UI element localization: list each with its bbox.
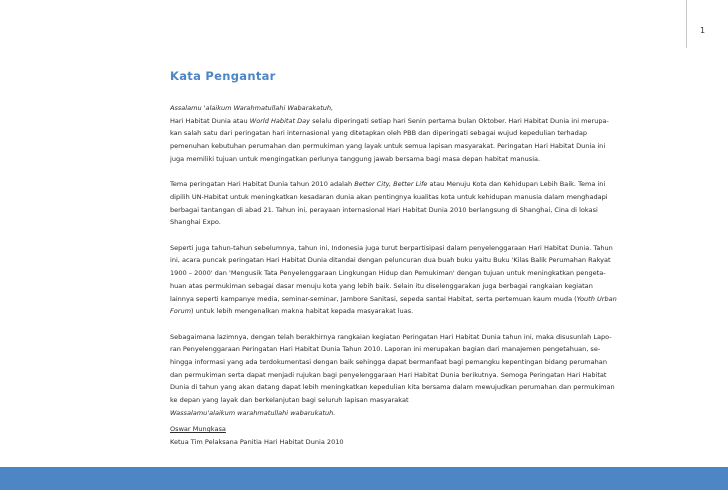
text-line bbox=[170, 127, 692, 140]
text-line bbox=[170, 369, 692, 382]
page-number: 1 bbox=[700, 26, 706, 35]
text-span: ) untuk lebih mengenalkan makna habitat kepada masyarakat luas. bbox=[191, 307, 414, 316]
text-span: Seperti juga tahun-tahun sebelumnya, tahun ini, Indonesia juga turut berpartisipasi dalam penyelenggaraan Hari Habitat Dunia. Tahun bbox=[170, 243, 613, 252]
signature-block bbox=[170, 423, 344, 448]
text-line bbox=[170, 216, 692, 229]
text-line bbox=[170, 305, 692, 318]
text-span: 1900 – 2000' dan 'Mengusik Tata Penyelenggaraan Lingkungan Hidup dan Pemukiman' dengan tujuan untuk meningkatkan pengeta- bbox=[170, 269, 606, 278]
text-span: pemenuhan kebutuhan perumahan dan permukiman yang layak untuk semua lapisan masyarakat. Peringatan Hari Habitat Dunia ini bbox=[170, 142, 606, 151]
footer-band bbox=[0, 467, 728, 490]
text-span: juga memiliki tujuan untuk mengingatkan perlunya tanggung jawab bersama bagi masa depan habitat manusia. bbox=[170, 154, 541, 163]
italic-text: Assalamu 'alaikum Warahmatullahi Wabarakatuh, bbox=[170, 104, 334, 112]
text-span: atau Menuju Kota dan Kehidupan Lebih Baik. Tema ini bbox=[427, 180, 606, 189]
text-span: Tema peringatan Hari Habitat Dunia tahun 2010 adalah bbox=[170, 180, 355, 189]
text-span: Sebagaimana lazimnya, dengan telah berakhirnya rangkaian kegiatan Peringatan Hari Habitat Dunia tahun ini, maka disusunlah Lapo- bbox=[170, 332, 612, 341]
text-span: ini, acara puncak peringatan Hari Habitat Dunia ditandai dengan peluncuran dua buah buku yaitu Buku 'Kilas Balik Perumahan Rakyat bbox=[170, 256, 611, 265]
text-span: hingga informasi yang ada terdokumentasi dengan baik sehingga dapat bermanfaat bagi pemangku kepentingan bidang perumahan bbox=[170, 358, 607, 367]
text-line bbox=[170, 331, 692, 344]
italic-text: Forum bbox=[170, 307, 191, 316]
text-line bbox=[170, 356, 692, 369]
italic-text: Youth Urban bbox=[576, 294, 617, 303]
text-span: Shanghai Expo. bbox=[170, 218, 221, 227]
text-span: Dunia di tahun yang akan datang dapat lebih meningkatkan kepedulian kita bersama dalam mewujudkan perumahan dan permukiman bbox=[170, 383, 615, 392]
paragraph bbox=[170, 331, 692, 420]
text-span: berbagai tantangan di abad 21. Tahun ini, perayaan internasional Hari Habitat Dunia 2010 berlangsung di Shanghai, Cina di lokasi bbox=[170, 205, 598, 214]
text-span: ke depan yang layak dan berkelanjutan bagi seluruh lapisan masyarakat bbox=[170, 396, 409, 405]
paragraph bbox=[170, 102, 692, 166]
text-span: kan salah satu dari peringatan hari internasional yang ditetapkan oleh PBB dan diperingati sebagai wujud kepedulian terhadap bbox=[170, 129, 587, 138]
text-span: ran Penyelenggaraan Peringatan Hari Habitat Dunia Tahun 2010. Laporan ini merupakan bagian dari manajemen pengetahuan, se- bbox=[170, 345, 601, 354]
foreword-body bbox=[170, 102, 692, 432]
text-line bbox=[170, 394, 692, 407]
text-line bbox=[170, 204, 692, 217]
text-span: lainnya seperti kampanye media, seminar-seminar, Jambore Sanitasi, sepeda santai Habitat, serta pertemuan kaum muda ( bbox=[170, 294, 577, 303]
text-line bbox=[170, 293, 692, 306]
text-line bbox=[170, 140, 692, 153]
text-span: huan atas permukiman sebagai dasar menuju kota yang lebih baik. Selain itu diselenggarakan juga berbagai rangkaian kegiatan bbox=[170, 281, 593, 290]
text-line bbox=[170, 280, 692, 293]
paragraph bbox=[170, 178, 692, 229]
text-span: Hari Habitat Dunia atau bbox=[170, 116, 250, 125]
text-line bbox=[170, 191, 692, 204]
page-title: Kata Pengantar bbox=[170, 69, 276, 83]
text-span: selalu diperingati setiap hari Senin pertama bulan Oktober. Hari Habitat Dunia ini merupa- bbox=[310, 116, 609, 125]
text-line bbox=[170, 343, 692, 356]
text-span: dan permukiman serta dapat menjadi rujukan bagi penyelenggaraan Hari Habitat Dunia berikutnya. Semoga Peringatan Hari Habitat bbox=[170, 370, 607, 379]
text-line bbox=[170, 254, 692, 267]
signatory-name: Oswar Mungkasa bbox=[170, 425, 226, 433]
page-number-divider bbox=[686, 0, 687, 48]
text-line bbox=[170, 153, 692, 166]
text-line bbox=[170, 178, 692, 191]
italic-text: Better City, Better Life bbox=[354, 180, 428, 189]
text-span: dipilih UN-Habitat untuk meningkatkan kesadaran dunia akan pentingnya kualitas kota untuk kehidupan manusia dalam menghadapi bbox=[170, 192, 608, 201]
italic-text: Wassalamu'alaikum warahmatullahi wabarukatuh. bbox=[170, 408, 336, 417]
text-line bbox=[170, 115, 692, 128]
text-line bbox=[170, 102, 692, 115]
signatory-role: Ketua Tim Pelaksana Panitia Hari Habitat Dunia 2010 bbox=[170, 437, 344, 446]
text-line bbox=[170, 381, 692, 394]
text-line bbox=[170, 267, 692, 280]
text-line bbox=[170, 242, 692, 255]
text-line bbox=[170, 407, 692, 420]
paragraph bbox=[170, 242, 692, 318]
italic-text: World Habitat Day bbox=[249, 116, 311, 125]
